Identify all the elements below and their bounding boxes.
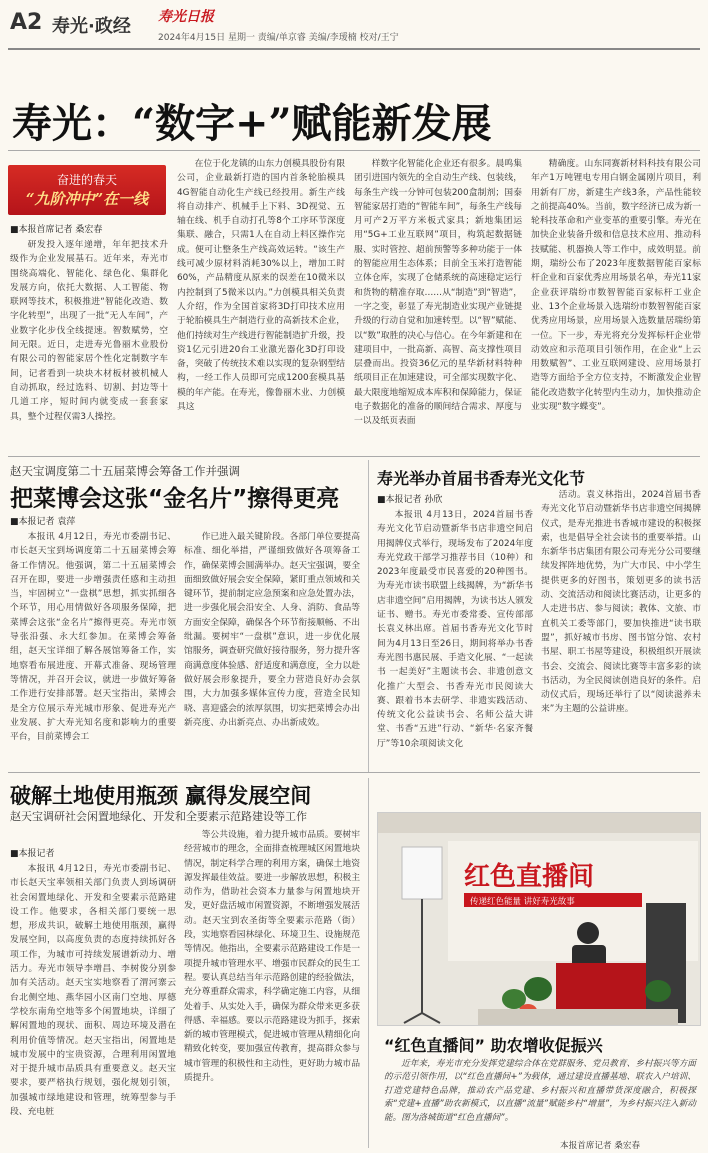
- badge-line2: “九阶冲中”在一线: [25, 190, 149, 208]
- lead-rule: [8, 150, 700, 151]
- lead-column-1: 研发投入逐年递增，年年把技术升级作为企业发展基石。近年来，寿光市围绕高端化、智能化、绿色化、集群化发展方向，依托大数据、人工智能、物联网等技术，积极推进“智能化改造、数字化转型”，出现了一批“无人车间”，产业数字化步伐全线提速。智数赋势，空间无限。近日，走进寿光鲁丽木业股份有限公司的智能家居个性化定制数字车间，记者看到一块块木材板材被机械人自动抓取，经过选料、切割、封边等十几道工序，短时间内就变成一套套家具，整个过程仅需3人操控。: [10, 240, 168, 422]
- caibo-column-2: 作已进入最关键阶段。各部门单位要提高标准、细化举措，严谨细致做好各项筹备工作，确保菜博会圆满举办。赵天宝强调，要全面细致做好展会安全保障，紧盯重点领域和关键环节，提前制定应急预案和应急处置办法，进一步强化展会沿安全、人身、消防、食品等方面安全保障，确保各个环节衔接顺畅、不出纰漏。要树牢“一盘棋”意识，进一步优化展馆服务，调查研究做好接待服务，努力提升客商满意度体验感、舒适度和满意度，全力以赴做好展会形象提升，要全力营造良好办会氛围，大力加强多媒体宣传力度，营造全民知晓、喜迎盛会的浓厚氛围，切实把菜博会办出新亮度、办出新亮点、办出新成效。: [184, 532, 360, 728]
- photo-title: “红色直播间” 助农增收促振兴: [384, 1036, 603, 1055]
- shuxiang-column-1: 本报讯 4月13日，2024首届书香寿光文化节启动暨新华书店非遗空间启用揭牌仪式举行，现场发布了2024年度寿光党政干部学习推荐书目（10种）和2023年度最受市民喜爱的20种图书。为寿光市读书联盟上线揭牌，为“新华书店非遗空间”启用揭牌，为读书达人颁发证书、赠书。寿光市委常委、宣传部部长袁义林出席。首届书香寿光文化节时间为4月13日至26日，期间将举办书香寿光图书惠民展、手造文化展、“一起读书 一起美好”主题读书会、非遗创意文化推广大型会、书香寿光市民阅读大赛、跟着书本去研学、非遗实践活动、传统文化公益读书会、名师公益大讲堂、书香“五进”行动、“新华·名家齐餐厅”等10余项阅读文化: [377, 510, 533, 749]
- shuxiang-byline: ■本报记者 孙欣: [377, 495, 443, 505]
- banner-text: 红色直播间: [464, 862, 595, 892]
- photo-caption: 近年来，寿光市充分发挥党建综合体在党群服务、党员教育、乡村振兴等方面的示范引领作用，以“红色直播间+”为载体，通过建设直播基地、联农入户培训、打造党建特色品牌，推动农产品党建、乡村振兴和直播带货深度融合，积极探索“党建+直播”助农新模式，以直播“流量”赋能乡村“增量”，为乡村振兴注入新动能。图为洛城街道“红色直播间”。: [384, 1059, 696, 1123]
- page-number: A2: [10, 10, 43, 35]
- column-divider: [368, 460, 369, 772]
- newspaper-logo: 寿光日报: [158, 9, 214, 25]
- slogan-text: 传递红色能量 讲好寿光故事: [470, 897, 575, 907]
- masthead: [0, 0, 708, 52]
- lead-column-4: 精确度。山东同赛新材料科技有限公司年产1万吨锂电专用白钢金属刚片项目，利用新有厂房，新建生产线3条，产品性能较之前提高40%。当前，数字经济已成为新一轮科技革命和产业变革的重要引擎。寿光在加快企业装备升级和信息技术应用、推动科技赋能、机器换人等工作中，成效明显。前期，瑞纷公布了2023年度数据智能百家标杆企业和百家优秀应用场景名单，寿光11家企业获评瑞纷市数智智能百家标杆工业企业、13个企业场景入选瑞纷市数智智能百家优秀应用场景，应用场景入选数量居瑞纷第一位。下一步，寿光将充分发挥标杆企业带动效应和示范项目引领作用，在企业“上云用数赋智”、工业互联网建设、应用场景打造等方面给予全方位支持，不断激发企业智能化改造数字化转型内生动力，加快推动企业实现“数字蝶变”。: [531, 159, 701, 413]
- lead-column-3: 样数字化智能化企业还有很多。晨鸣集团引进国内领先的全自动生产线、包装线，每条生产线一分钟可包装200盒制剂；国泰智能家居打造的“智能车间”，每条生产线每月可产2万平方米板式家具；新地集团运用“5G+工业互联网”项目，构筑起数据链服、实时管控、超前预警等多种功能于一体的智能应用生态体系；目前全玉米打造智能立体仓库，实现了仓储系统的高速稳定运行和货物的精准存取……从“制造”到“智造”，一字之变，彰显了寿光制造业实现产业链提升级的行动自觉和加速转型。以“智”赋能、以“数”取胜的决心与信心。在今年新建和在建项目中，一批高新、高智、高支撑性项目层叠而出。投资36亿元的星华新材料特种纸项目正在加速建设，可全部实现数字化、最大限度地缩短成本库积和保障能力，保证电子数据化的准备的顺间结合需求、厚度与一以及纸页表面: [354, 159, 522, 427]
- column-badge: [8, 165, 166, 215]
- badge-line1: 奋进的春天: [56, 173, 117, 187]
- livestream-photo-illustration: [378, 813, 700, 1025]
- shuxiang-column-2: 活动。袁义林指出，2024首届书香寿光文化节启动暨新华书店非遗空间揭牌仪式，是寿光推进书香城市建设的积极探索，也是倡导全社会读书的重要举措。山东新华书店集团有限公司寿光分公司要继续发挥阵地优势，为广大市民、中小学生提供更多的好图书，策划更多的读书活动、交流活动和阅读比赛活动，让更多的人走进书店、参与阅读；教体、文旅、市直机关工委等部门，要加快推进“读书联盟”，抓好城市书房、图书馆分馆、农村书屋、职工书屋等建设，积极组织开展读书会、交流会、阅读比赛等丰富多彩的读书活动，为全民阅读创造良好的条件。启动仪式后，现场还举行了以“阅读滋养未来”为主题的公益讲座。: [541, 490, 701, 715]
- dateline: 2024年4月15日 星期一 责编/单京睿 美编/李瑷楠 校对/王宁: [158, 33, 399, 43]
- tudi-subtitle: 赵天宝调研社会闲置地绿化、开发和全要素示范路建设等工作: [10, 810, 307, 823]
- tudi-byline: ■本报记者: [10, 849, 55, 859]
- photo-caption-byline: 本报首席记者 桑宏春: [560, 1141, 641, 1151]
- caibo-column-1: 本报讯 4月12日，寿光市委副书记、市长赵天宝到场调度第二十五届菜博会筹备工作情况。他强调，第二十五届菜博会召开在即，要进一步增强责任感和主动担当，牢固树立“一盘棋”思想，抓实抓细各个环节，用心用情做好各项服务保障，把菜博会这张“金名片”擦得更亮。寿光市领导张沿强、永大红参加。在菜博会筹备组，赵天宝详细了解各展馆筹备工作，实地察看布展进度、开幕式准备、现场管理等情况，并召开会议，就进一步做好筹备工作进行安排部署。赵天宝指出，菜博会是全方位展示寿光城市形象、促进寿光产业发展、扩大寿光知名度和影响力的重要平台，目前菜博会工: [10, 532, 176, 743]
- lead-column-2: 在位于化龙镇的山东力创模具股份有限公司，企业最新打造的国内首条轮胎模具4G智能自动化生产线已经投用。新生产线将自动排产、机械手上下料、3D视觉、五轴在线、机手自动打孔等8个工序环节深度集联、融合，只需1人在自动上料区操作完成。便可让整条生产线高效运转。“该生产线可减少原材料消耗30%以上，增加工时60%，产品精度从原来的误差在10微米以内控制到了5微米以内。”力创模具相关负责人介绍，作为全国首家将3D打印技术应用于轮胎模具生产制造行业的高新技术企业，他们持续对生产线进行智能制造扩升级，投资1亿元引进20台工业激光器化3D打印设备，突破了传统技术难以实现的复杂钢型结构，一经工作人员即可完成1200套模具基模的年产能。在寿光，像鲁丽木业、力创模具这: [177, 159, 345, 413]
- tudi-column-1: 本报讯 4月12日，寿光市委副书记、市长赵天宝率领相关部门负责人到场调研社会闲置地绿化、开发和全要素示范路建设工作。他要求，各相关部门要统一思想，形成共识，破解土地使用瓶颈，赢得发展空间，以高度负责的态度持续抓好各项工作，为城市可持续发展谱新动力、增活力。寿光市领导李增昌、李树俊分别参加有关活动。赵天宝实地察看了渭河寨云台北侧空地、燕华园小区南门空地、厚德学校东南角空地等多个闲置地块，详细了解闲置地的现状、面积、周边环境及潜在利用价值等情况。赵天宝指出，闲置地是城市发展中的宝贵资源，合理利用闲置地对于提升城市品质具有重要意义。赵天宝要求，要严格执行规划，强化规划引领，加强城市绿地建设和管理，统筹型参与手段、充电桩: [10, 864, 176, 1118]
- section-rule-1: [8, 456, 700, 457]
- column-divider-2: [368, 778, 369, 1148]
- caibo-byline: ■本报记者 袁萍: [10, 517, 76, 527]
- livestream-photo: [377, 812, 701, 1026]
- tudi-column-2: 等公共设施，着力提升城市品质。要树牢经营城市的理念，全面排查梳理城区闲置地块情况，制定科学合理的利用方案，确保土地资源发挥最佳效益。要进一步解放思想，积极主动作为，借助社会资本力量参与闲置地块开发，更好盘活城市闲置资源，不断增强发展活动。赵天宝到农圣街等全要素示范路（街）段，实地察看园林绿化、环境卫生、设施规范等情况。他指出，全要素示范路建设工作是一项提升城市管理水平、增强市民群众的民生工程。要认真总结当年示范路创建的经验做法，充分尊重群众需求，科学确定施工内容，从细处着手、从实处入手，确保为群众带来更多获得感、幸福感。要以示范路建设为抓手，探索新的城市管理模式，促进城市管理从精细化向精致化转变，要加强宣传教育，提高群众参与城市管理的积极性和主动性，更好助力城市品质提升。: [184, 830, 360, 1084]
- lead-byline: ■本报首席记者 桑宏春: [10, 225, 103, 235]
- section-rule-2: [8, 772, 700, 773]
- tudi-title: 破解土地使用瓶颈 赢得发展空间: [10, 784, 312, 808]
- lead-headline: 寿光：“数字+”赋能新发展: [12, 100, 492, 147]
- caibo-kicker: 赵天宝调度第二十五届菜博会筹备工作并强调: [10, 464, 240, 478]
- shuxiang-title: 寿光举办首届书香寿光文化节: [377, 469, 586, 488]
- masthead-rule: [8, 48, 700, 50]
- caibo-title: 把菜博会这张“金名片”擦得更亮: [10, 486, 340, 512]
- section-name: 寿光·政经: [52, 16, 131, 37]
